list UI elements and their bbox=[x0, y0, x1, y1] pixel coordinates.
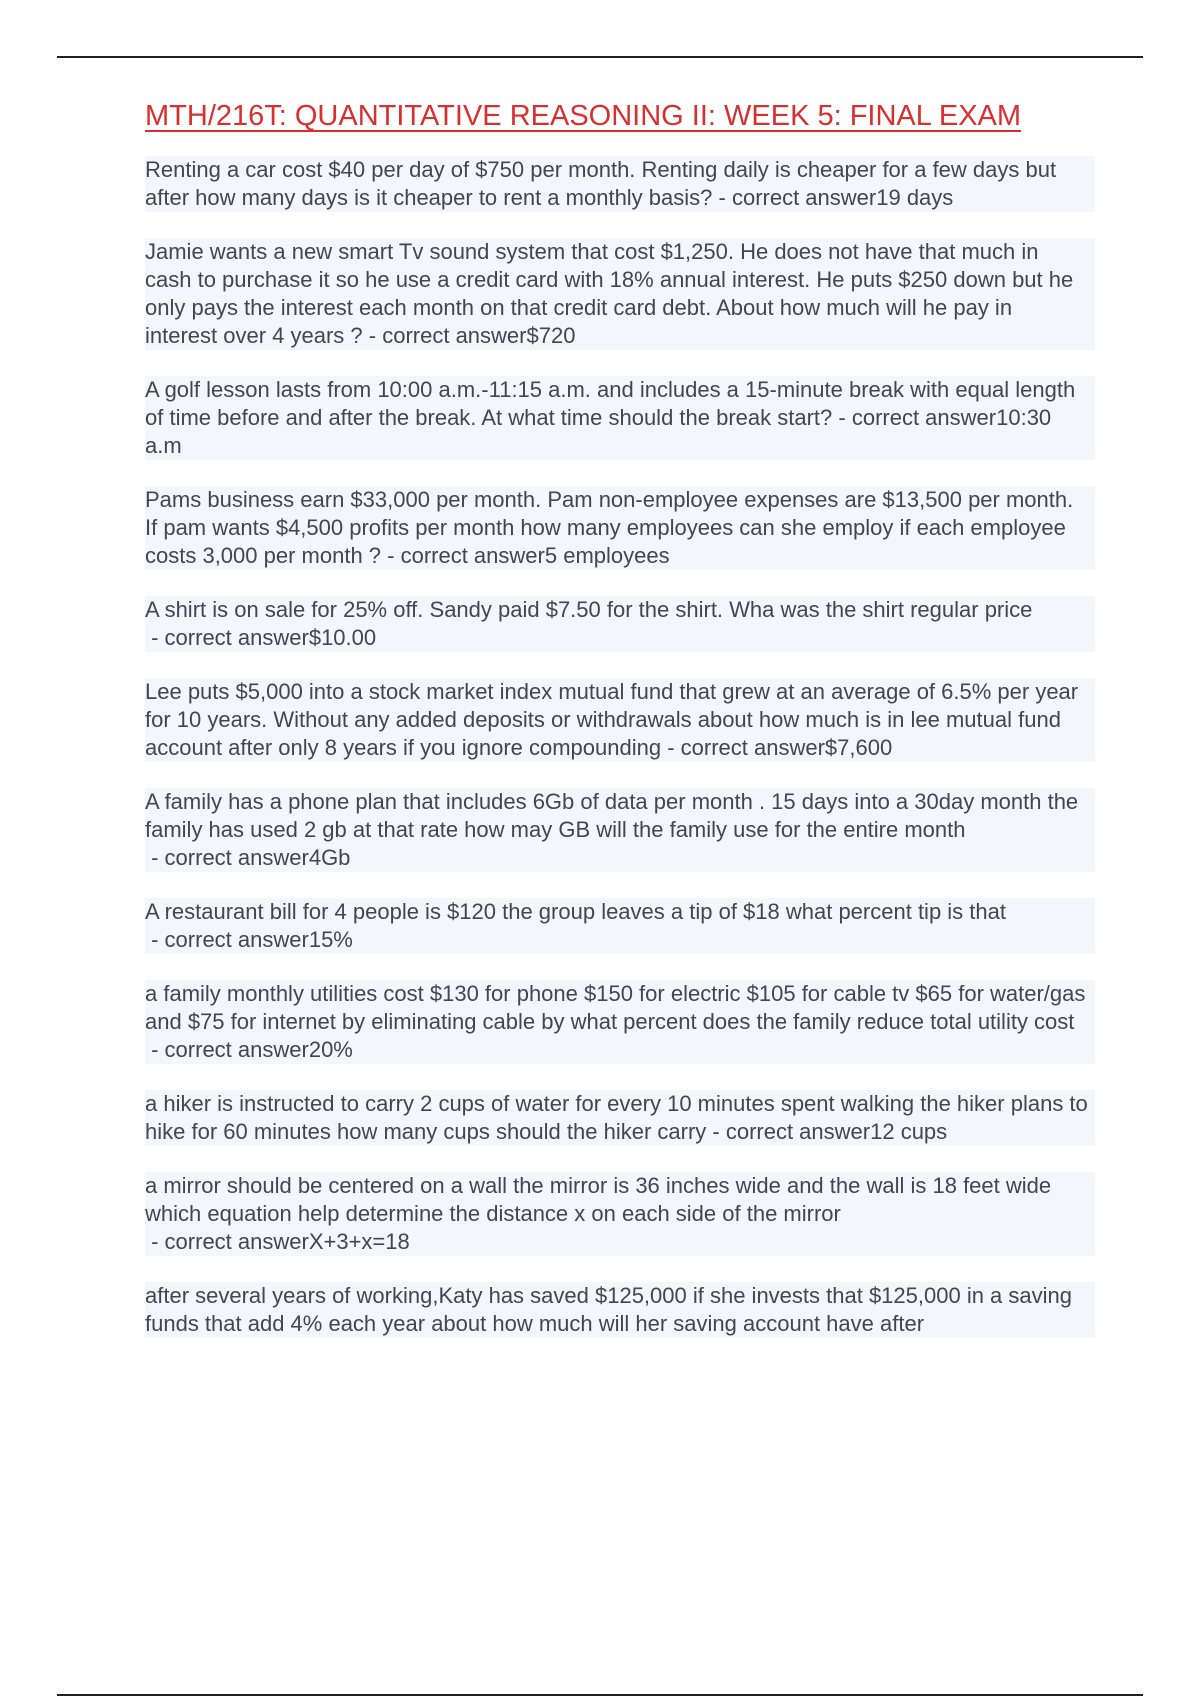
answer-text: 4Gb bbox=[308, 845, 351, 870]
question-text: a hiker is instructed to carry 2 cups of water for every 10 minutes spent walking the hiker plans to hike for 60 minutes how many cups should the hiker carry bbox=[145, 1091, 1088, 1144]
qa-item-partial bbox=[145, 1282, 1095, 1338]
answer-text: 12 cups bbox=[870, 1119, 948, 1144]
qa-item bbox=[145, 1172, 1095, 1256]
question-text: A shirt is on sale for 25% off. Sandy paid $7.50 for the shirt. Wha was the shirt regular price bbox=[145, 597, 1033, 622]
question-text: after several years of working,Katy has saved $125,000 if she invests that $125,000 in a saving funds that add 4% each year about how much will her saving account have after bbox=[145, 1283, 1072, 1336]
qa-item bbox=[145, 156, 1095, 212]
answer-text: 19 days bbox=[876, 185, 954, 210]
answer-text: 10:30 a.m bbox=[145, 405, 1052, 458]
answer-label: - correct answer bbox=[832, 405, 997, 430]
answer-label: - correct answer bbox=[706, 1119, 871, 1144]
top-rule bbox=[57, 56, 1143, 58]
qa-item bbox=[145, 898, 1095, 954]
answer-text: X+3+x=18 bbox=[308, 1229, 410, 1254]
qa-item bbox=[145, 1090, 1095, 1146]
question-text: A golf lesson lasts from 10:00 a.m.-11:15 a.m. and includes a 15-minute break with equal length of time before and after the break. At what time should the break start? bbox=[145, 377, 1076, 430]
answer-label: - correct answer bbox=[712, 185, 877, 210]
answer-label: - correct answer bbox=[145, 1229, 309, 1254]
answer-label: - correct answer bbox=[145, 625, 309, 650]
question-text: Renting a car cost $40 per day of $750 per month. Renting daily is cheaper for a few days but after how many days is it cheaper to rent a monthly basis? bbox=[145, 157, 1057, 210]
question-text: A restaurant bill for 4 people is $120 the group leaves a tip of $18 what percent tip is that bbox=[145, 899, 1006, 924]
answer-label: - correct answer bbox=[145, 845, 309, 870]
answer-text: $10.00 bbox=[308, 625, 377, 650]
answer-label: - correct answer bbox=[362, 323, 527, 348]
question-text: a mirror should be centered on a wall the mirror is 36 inches wide and the wall is 18 feet wide which equation help determine the distance x on each side of the mirror bbox=[145, 1173, 1052, 1226]
answer-text: 15% bbox=[308, 927, 353, 952]
qa-item bbox=[145, 376, 1095, 460]
bottom-rule bbox=[57, 1694, 1143, 1696]
page-title: MTH/216T: QUANTITATIVE REASONING II: WEEK 5: FINAL EXAM bbox=[145, 100, 1022, 132]
qa-item bbox=[145, 980, 1095, 1064]
answer-text: $720 bbox=[526, 323, 576, 348]
qa-item bbox=[145, 788, 1095, 872]
question-text: Pams business earn $33,000 per month. Pam non-employee expenses are $13,500 per month. If pam wants $4,500 profits per month how many employees can she employ if each employee costs 3,000 per month ? bbox=[145, 487, 1074, 568]
qa-item bbox=[145, 596, 1095, 652]
qa-item bbox=[145, 486, 1095, 570]
answer-text: $7,600 bbox=[824, 735, 893, 760]
answer-label: - correct answer bbox=[381, 543, 545, 568]
answer-label: - correct answer bbox=[145, 927, 309, 952]
qa-item bbox=[145, 238, 1095, 350]
answer-text: 5 employees bbox=[544, 543, 670, 568]
answer-text: 20% bbox=[308, 1037, 353, 1062]
question-text: A family has a phone plan that includes 6Gb of data per month . 15 days into a 30day month the family has used 2 gb at that rate how may GB will the family use for the entire month bbox=[145, 789, 1079, 842]
document-body bbox=[145, 96, 1095, 1364]
question-text: a family monthly utilities cost $130 for phone $150 for electric $105 for cable tv $65 for water/gas and $75 for internet by eliminating cable by what percent does the family reduce total utility cost bbox=[145, 981, 1086, 1034]
qa-item bbox=[145, 678, 1095, 762]
answer-label: - correct answer bbox=[661, 735, 825, 760]
question-text: Lee puts $5,000 into a stock market index mutual fund that grew at an average of 6.5% per year for 10 years. Without any added deposits or withdrawals about how much is in lee mutual fund account after only 8 years if you ignore compounding bbox=[145, 679, 1079, 760]
question-text: Jamie wants a new smart Tv sound system that cost $1,250. He does not have that much in cash to purchase it so he use a credit card with 18% annual interest. He puts $250 down but he only pays the interest each month on that credit card debt. About how much will he pay in interest over 4 years ? bbox=[145, 239, 1074, 348]
answer-label: - correct answer bbox=[145, 1037, 309, 1062]
